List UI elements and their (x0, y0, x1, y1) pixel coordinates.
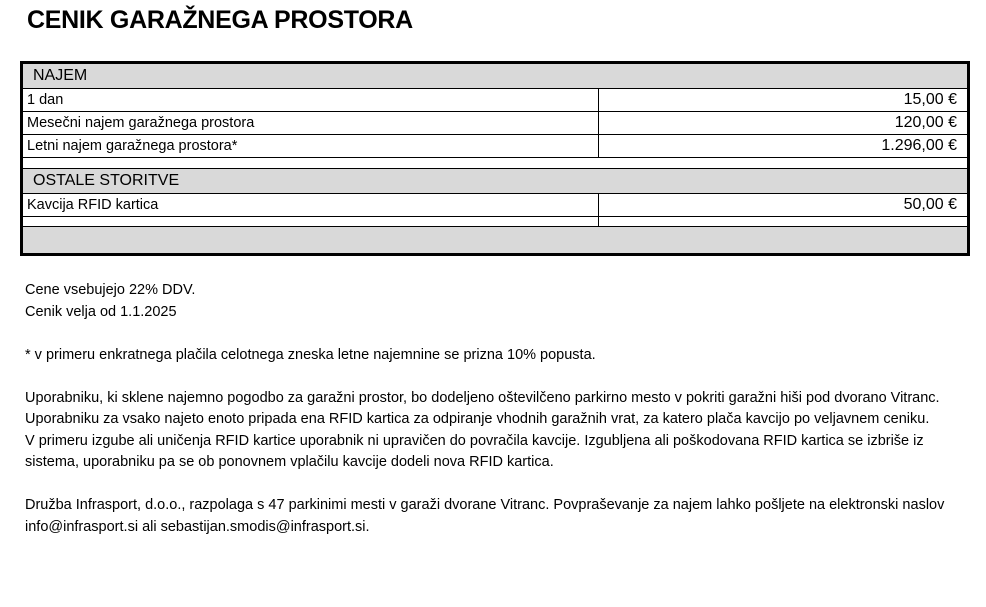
table-row (22, 89, 969, 112)
discount-note: * v primeru enkratnega plačila celotnega zneska letne najemnine se prizna 10% popusta. (25, 346, 596, 363)
row-label: Kavcija RFID kartica (22, 194, 599, 217)
contact-note: Družba Infrasport, d.o.o., razpolaga s 47 parkinimi mesti v garaži dvorane Vitranc. Povpraševanje za najem lahko pošljete na elektronski naslov info@infrasport.si ali sebastijan.smodis@infrasport.si. (25, 497, 945, 535)
rfid-loss-note: V primeru izgube ali uničenja RFID kartice uporabnik ni upravičen do povračila kavcije. Izgubljena ali poškodovana RFID kartica se izbriše iz sistema, uporabniku pa se ob ponovnem vplačilu kavcije dodeli nova RFID kartica. (25, 432, 924, 470)
row-label: Letni najem garažnega prostora* (22, 135, 599, 158)
table-row (22, 194, 969, 217)
parking-spot-note: Uporabniku, ki sklene najemno pogodbo za garažni prostor, bo dodeljeno oštevilčeno parkirno mesto v pokriti garažni hiši pod dvorano Vitranc. (25, 389, 940, 406)
price-table (20, 61, 970, 256)
section-header-najem (22, 63, 969, 89)
table-spacer (22, 158, 969, 169)
valid-from-note: Cenik velja od 1.1.2025 (25, 303, 177, 320)
row-price: 15,00 € (599, 89, 969, 112)
row-label: 1 dan (22, 89, 599, 112)
row-price: 120,00 € (599, 112, 969, 135)
vat-note: Cene vsebujejo 22% DDV. (25, 282, 196, 298)
row-price: 50,00 € (599, 194, 969, 217)
table-footer (22, 227, 969, 255)
section-header-ostale-storitve (22, 169, 969, 194)
row-label: Mesečni najem garažnega prostora (22, 112, 599, 135)
notes (25, 280, 970, 538)
table-row-empty (22, 217, 969, 227)
section-heading: NAJEM (22, 63, 969, 89)
table-row (22, 112, 969, 135)
section-heading: OSTALE STORITVE (22, 169, 969, 194)
table-row (22, 135, 969, 158)
rfid-card-note: Uporabniku za vsako najeto enoto pripada ena RFID kartica za odpiranje vhodnih garažnih vrat, za katero plača kavcijo po veljavnem ceniku. (25, 411, 930, 427)
page-title: CENIK GARAŽNEGA PROSTORA (27, 6, 413, 34)
row-price: 1.296,00 € (599, 135, 969, 158)
